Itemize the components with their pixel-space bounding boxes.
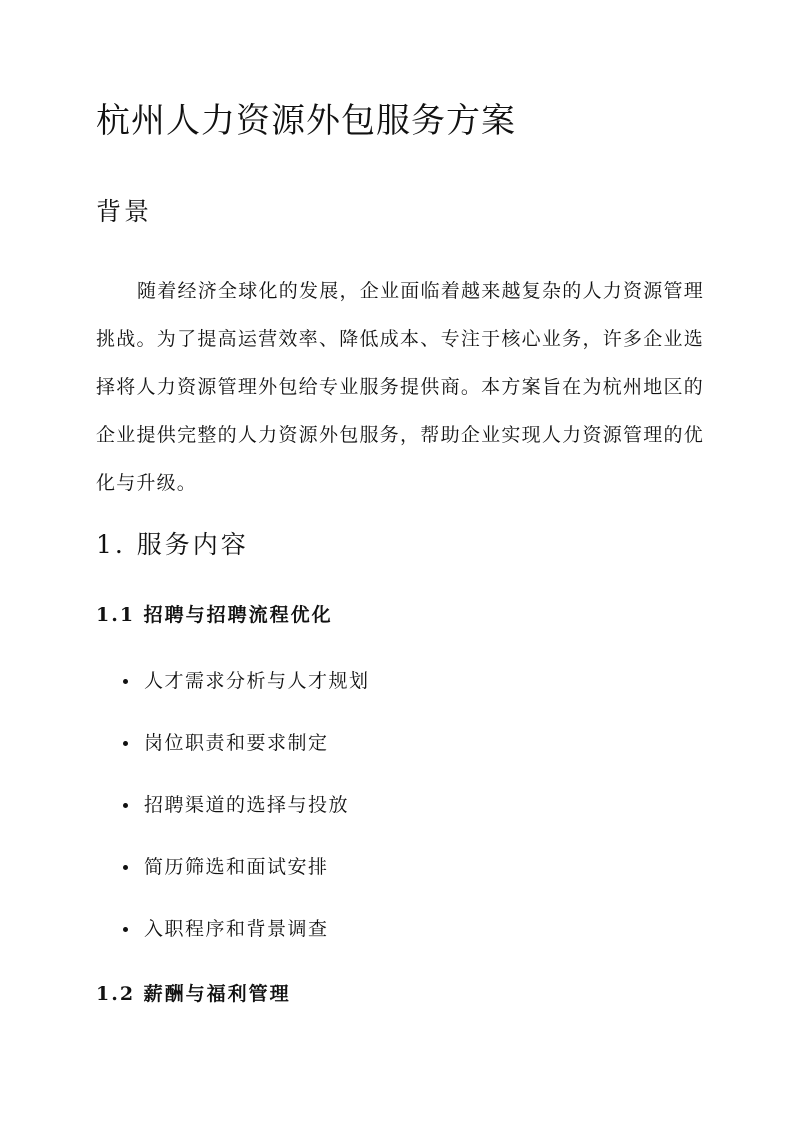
background-paragraph: 随着经济全球化的发展，企业面临着越来越复杂的人力资源管理挑战。为了提高运营效率、降低成本、专注于核心业务，许多企业选择将人力资源管理外包给专业服务提供商。本方案旨在为杭州地区的企业提供完整的人力资源外包服务，帮助企业实现人力资源管理的优化与升级。 — [96, 280, 704, 494]
list-item — [96, 914, 696, 976]
list-item-text: 人才需求分析与人才规划 — [144, 670, 370, 692]
bullet-icon — [123, 741, 128, 746]
list-item — [96, 790, 696, 852]
bullet-icon — [123, 679, 128, 684]
list-item — [96, 852, 696, 914]
background-heading: 背景 — [96, 197, 153, 226]
list-item — [96, 666, 696, 728]
section-1-heading: 1. 服务内容 — [96, 530, 249, 559]
list-item-text: 简历筛选和面试安排 — [144, 856, 329, 878]
recruitment-service-list — [96, 666, 696, 976]
section-1-2-heading: 1.2 薪酬与福利管理 — [96, 983, 291, 1005]
section-1-1-heading: 1.1 招聘与招聘流程优化 — [96, 604, 333, 626]
list-item-text: 招聘渠道的选择与投放 — [144, 794, 350, 816]
document-title: 杭州人力资源外包服务方案 — [96, 101, 516, 141]
list-item-text: 岗位职责和要求制定 — [144, 732, 329, 754]
bullet-icon — [123, 803, 128, 808]
bullet-icon — [123, 865, 128, 870]
list-item — [96, 728, 696, 790]
bullet-icon — [123, 927, 128, 932]
list-item-text: 入职程序和背景调查 — [144, 918, 329, 940]
